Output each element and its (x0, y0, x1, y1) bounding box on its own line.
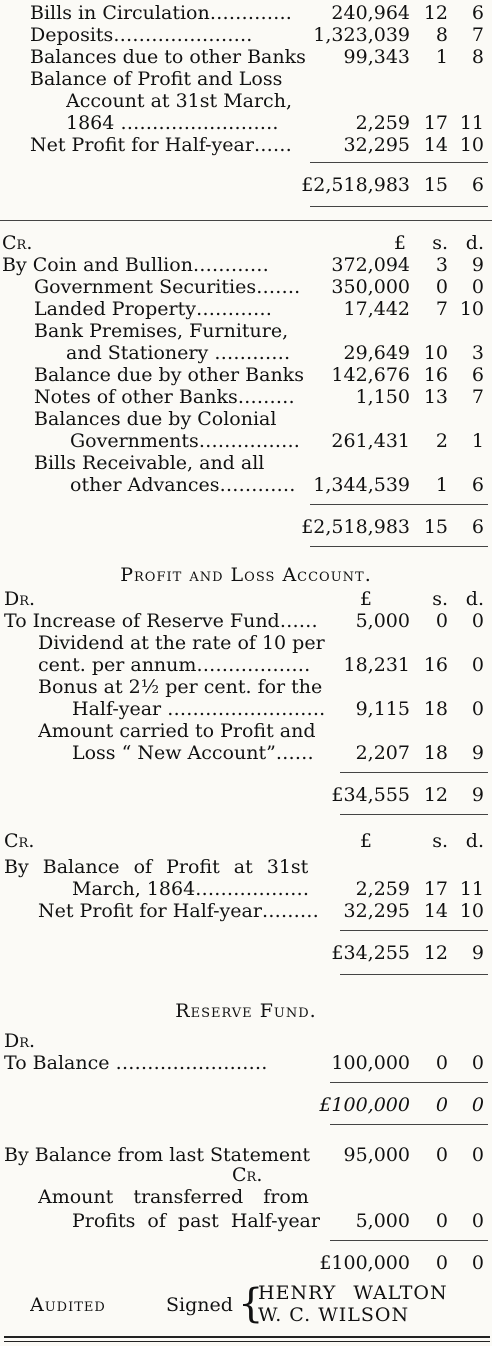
total-amount: £100,000 (319, 1252, 410, 1274)
row-pence: 7 (471, 24, 484, 46)
ledger-row (0, 430, 492, 453)
side-label-cr: Cr. (4, 830, 35, 852)
ledger-row (0, 1210, 492, 1233)
row-label: Government Securities……. (34, 276, 301, 298)
total-rule (340, 772, 488, 773)
total-pence: 0 (471, 1252, 484, 1274)
row-amount: 99,343 (343, 46, 410, 68)
row-amount: 5,000 (355, 1210, 410, 1232)
row-shillings: 10 (423, 342, 448, 364)
total-shillings: 0 (435, 1252, 448, 1274)
total-rule (330, 1240, 488, 1241)
row-amount: 2,259 (355, 112, 410, 134)
row-pence: 0 (471, 1210, 484, 1232)
ledger-row (0, 68, 492, 91)
row-amount: 5,000 (355, 610, 410, 632)
ledger-row (0, 742, 492, 765)
pounds-header: £ (393, 232, 406, 254)
row-shillings: 7 (435, 298, 448, 320)
row-shillings: 13 (423, 386, 448, 408)
ledger-row (0, 408, 492, 431)
row-pence: 0 (471, 276, 484, 298)
ledger-row (0, 676, 492, 699)
total-row (0, 174, 492, 197)
total-row (0, 516, 492, 539)
total-rule (310, 206, 488, 207)
row-shillings: 0 (435, 1052, 448, 1074)
row-amount: 9,115 (355, 698, 410, 720)
row-shillings: 16 (423, 654, 448, 676)
row-pence: 10 (459, 298, 484, 320)
row-amount: 29,649 (343, 342, 410, 364)
column-header-row (0, 232, 492, 255)
total-amount: £2,518,983 (301, 516, 410, 538)
total-row (0, 1094, 492, 1117)
row-amount: 2,207 (355, 742, 410, 764)
total-amount: £34,255 (331, 942, 410, 964)
side-label-cr: Cr. (232, 1164, 263, 1186)
row-shillings: 16 (423, 364, 448, 386)
ledger-row (0, 90, 492, 113)
section-divider (0, 220, 492, 221)
shillings-header: s. (432, 232, 448, 254)
row-pence: 11 (459, 878, 484, 900)
row-shillings: 3 (435, 254, 448, 276)
row-label: Bills in Circulation…………. (30, 2, 292, 24)
side-label-cr: Cr. (2, 232, 33, 254)
ledger-row (0, 1052, 492, 1075)
row-pence: 0 (471, 610, 484, 632)
side-label-dr: Dr. (4, 1030, 36, 1052)
ledger-row (0, 856, 492, 879)
ledger-row (0, 254, 492, 277)
row-shillings: 0 (435, 1144, 448, 1166)
row-pence: 6 (471, 364, 484, 386)
row-label: Balances due to other Banks (30, 46, 306, 68)
row-amount: 95,000 (343, 1144, 410, 1166)
ledger-row (0, 320, 492, 343)
row-pence: 1 (471, 430, 484, 452)
ledger-row (0, 632, 492, 655)
ledger-row (0, 474, 492, 497)
ledger-row (0, 134, 492, 157)
row-pence: 10 (459, 134, 484, 156)
row-pence: 3 (471, 342, 484, 364)
row-label: By Balance of Profit at 31st (4, 856, 309, 878)
row-label: 1864 ……………………. (66, 112, 279, 134)
signature-brace: { (238, 1281, 264, 1327)
ledger-row (0, 364, 492, 387)
row-pence: 9 (471, 254, 484, 276)
total-pence: 6 (471, 174, 484, 196)
row-shillings: 2 (435, 430, 448, 452)
signatory-name: W. C. WILSON (258, 1304, 410, 1326)
row-shillings: 8 (435, 24, 448, 46)
row-amount: 100,000 (331, 1052, 410, 1074)
row-label: Balance of Profit and Loss (30, 68, 283, 90)
total-rule (340, 814, 488, 815)
row-label: cent. per annum……………… (38, 654, 311, 676)
row-pence: 10 (459, 900, 484, 922)
total-shillings: 12 (423, 784, 448, 806)
pounds-header: £ (359, 588, 372, 610)
total-rule (330, 1082, 488, 1083)
row-label: Net Profit for Half-year…… (30, 134, 292, 156)
row-label: To Increase of Reserve Fund…… (4, 610, 318, 632)
row-amount: 32,295 (343, 134, 410, 156)
row-label: Amount transferred from (38, 1186, 309, 1208)
column-header-row (0, 588, 492, 611)
row-shillings: 14 (423, 134, 448, 156)
total-rule (330, 1124, 488, 1125)
ledger-row (0, 654, 492, 677)
ledger-row (0, 698, 492, 721)
row-shillings: 18 (423, 742, 448, 764)
row-label: Net Profit for Half-year……… (38, 900, 319, 922)
ledger-row (0, 2, 492, 25)
row-amount: 261,431 (331, 430, 410, 452)
ledger-row (0, 298, 492, 321)
total-amount: £2,518,983 (301, 174, 410, 196)
row-pence: 6 (471, 2, 484, 24)
row-pence: 0 (471, 1144, 484, 1166)
row-amount: 142,676 (331, 364, 410, 386)
row-amount: 1,344,539 (313, 474, 410, 496)
shillings-header: s. (432, 830, 448, 852)
ledger-row (0, 24, 492, 47)
column-header-row (0, 1164, 492, 1187)
total-row (0, 1252, 492, 1275)
total-pence: 9 (471, 942, 484, 964)
total-rule (340, 930, 488, 931)
total-amount: £100,000 (319, 1094, 410, 1116)
row-shillings: 17 (423, 878, 448, 900)
audited-label: Audited (30, 1294, 106, 1316)
row-label: March, 1864……………… (72, 878, 310, 900)
row-label: Amount carried to Profit and (38, 720, 316, 742)
row-pence: 7 (471, 386, 484, 408)
row-label: To Balance …………………… (4, 1052, 268, 1074)
row-label: Half-year ……………………. (72, 698, 326, 720)
row-label: Notes of other Banks……… (34, 386, 295, 408)
row-pence: 8 (471, 46, 484, 68)
row-label: Governments……………. (70, 430, 300, 452)
row-label: Bank Premises, Furniture, (34, 320, 289, 342)
pence-header: d. (465, 232, 484, 254)
row-shillings: 14 (423, 900, 448, 922)
total-rule (340, 974, 488, 975)
row-label: other Advances………… (70, 474, 296, 496)
pence-header: d. (465, 588, 484, 610)
row-shillings: 0 (435, 1210, 448, 1232)
column-header-row (0, 1030, 492, 1053)
row-amount: 32,295 (343, 900, 410, 922)
ledger-row (0, 46, 492, 69)
ledger-row (0, 610, 492, 633)
row-label: Balances due by Colonial (34, 408, 277, 430)
total-rule (310, 546, 488, 547)
row-pence: 0 (471, 698, 484, 720)
row-amount: 17,442 (343, 298, 410, 320)
total-shillings: 12 (423, 942, 448, 964)
ledger-row (0, 342, 492, 365)
total-pence: 9 (471, 784, 484, 806)
row-shillings: 0 (435, 610, 448, 632)
signed-label: Signed (166, 1294, 233, 1316)
ledger-row (0, 386, 492, 409)
row-shillings: 0 (435, 276, 448, 298)
row-label: By Coin and Bullion………… (2, 254, 269, 276)
row-pence: 11 (459, 112, 484, 134)
ledger-row (0, 878, 492, 901)
row-label: and Stationery ………… (66, 342, 291, 364)
row-pence: 0 (471, 1052, 484, 1074)
section-title: Profit and Loss Account. (120, 564, 372, 586)
signatory-name: HENRY WALTON (258, 1282, 448, 1304)
row-label: Bills Receivable, and all (34, 452, 265, 474)
row-amount: 350,000 (331, 276, 410, 298)
total-shillings: 15 (423, 174, 448, 196)
row-shillings: 12 (423, 2, 448, 24)
total-row (0, 784, 492, 807)
total-pence: 6 (471, 516, 484, 538)
side-label-dr: Dr. (4, 588, 36, 610)
row-amount: 2,259 (355, 878, 410, 900)
row-label: Landed Property………… (34, 298, 272, 320)
row-label: Account at 31st March, (66, 90, 292, 112)
row-label: Bonus at 2½ per cent. for the (38, 676, 323, 698)
row-label: Dividend at the rate of 10 per (38, 632, 325, 654)
ledger-row (0, 112, 492, 135)
row-pence: 0 (471, 654, 484, 676)
total-pence: 0 (471, 1094, 484, 1116)
row-amount: 1,150 (355, 386, 410, 408)
column-header-row (0, 830, 492, 853)
row-pence: 9 (471, 742, 484, 764)
pence-header: d. (465, 830, 484, 852)
total-rule (310, 504, 488, 505)
row-shillings: 1 (435, 474, 448, 496)
row-pence: 6 (471, 474, 484, 496)
ledger-row (0, 452, 492, 475)
pounds-header: £ (359, 830, 372, 852)
section-title: Reserve Fund. (175, 1000, 317, 1022)
total-shillings: 0 (435, 1094, 448, 1116)
shillings-header: s. (432, 588, 448, 610)
ledger-row (0, 900, 492, 923)
ledger-row (0, 1186, 492, 1209)
total-row (0, 942, 492, 965)
row-shillings: 1 (435, 46, 448, 68)
total-amount: £34,555 (331, 784, 410, 806)
row-label: Deposits…………………. (30, 24, 253, 46)
row-amount: 1,323,039 (313, 24, 410, 46)
ledger-row (0, 276, 492, 299)
row-label: Profits of past Half-year (72, 1210, 320, 1232)
row-label: By Balance from last Statement (4, 1144, 311, 1166)
closing-rule (4, 1336, 490, 1342)
row-label: Balance due by other Banks (34, 364, 304, 386)
row-label: Loss “ New Account”…… (72, 742, 314, 764)
total-rule (310, 162, 488, 163)
row-amount: 372,094 (331, 254, 410, 276)
row-amount: 18,231 (343, 654, 410, 676)
total-shillings: 15 (423, 516, 448, 538)
row-shillings: 18 (423, 698, 448, 720)
ledger-row (0, 720, 492, 743)
row-shillings: 17 (423, 112, 448, 134)
row-amount: 240,964 (331, 2, 410, 24)
